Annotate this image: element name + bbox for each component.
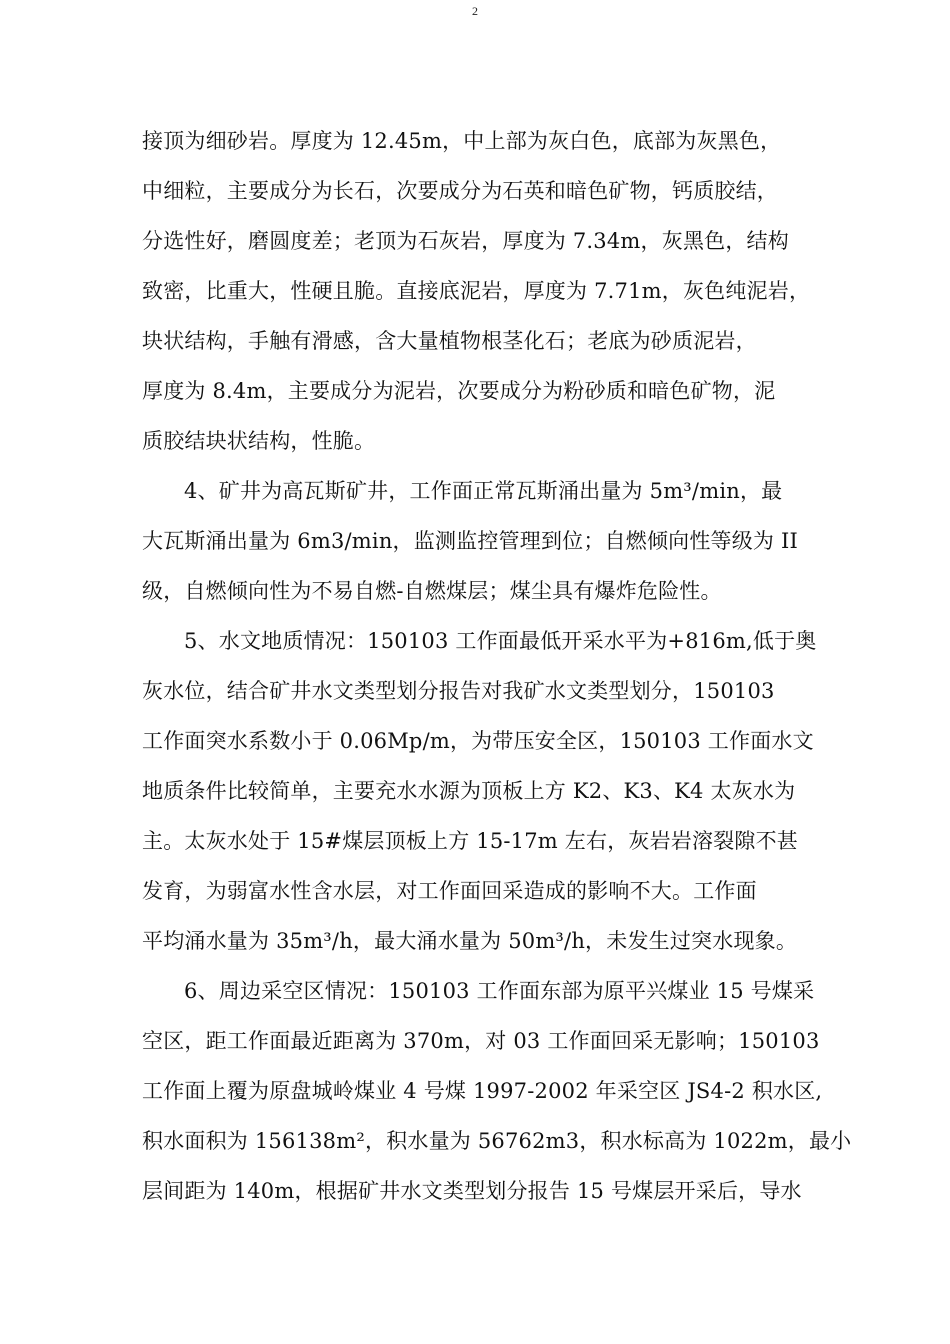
paragraph-start-line: 6、周边采空区情况：150103 工作面东部为原平兴煤业 15 号煤采 — [184, 979, 815, 1003]
text-line: 块状结构，手触有滑感，含大量植物根茎化石；老底为砂质泥岩， — [142, 329, 757, 353]
text-line: 分选性好，磨圆度差；老顶为石灰岩，厚度为 7.34m，灰黑色，结构 — [142, 229, 789, 253]
text-line: 大瓦斯涌出量为 6m3/min，监测监控管理到位；自燃倾向性等级为 II — [142, 529, 799, 553]
text-line: 中细粒，主要成分为长石，次要成分为石英和暗色矿物，钙质胶结， — [142, 179, 778, 203]
text-line: 平均涌水量为 35m³/h，最大涌水量为 50m³/h，未发生过突水现象。 — [142, 929, 798, 953]
text-line: 级，自燃倾向性为不易自燃-自燃煤层；煤尘具有爆炸危险性。 — [142, 579, 722, 603]
paragraph-start-line: 5、水文地质情况：150103 工作面最低开采水平为+816m,低于奥 — [184, 629, 817, 653]
text-line: 地质条件比较简单，主要充水水源为顶板上方 K2、K3、K4 太灰水为 — [142, 779, 796, 803]
page-number: 2 — [472, 4, 478, 18]
text-line: 发育，为弱富水性含水层，对工作面回采造成的影响不大。工作面 — [142, 879, 757, 903]
text-line: 空区，距工作面最近距离为 370m，对 03 工作面回采无影响；150103 — [142, 1029, 820, 1053]
document-body — [142, 116, 852, 1216]
text-line: 层间距为 140m，根据矿井水文类型划分报告 15 号煤层开采后，导水 — [142, 1179, 802, 1203]
text-line: 质胶结块状结构，性脆。 — [142, 429, 376, 453]
text-line: 灰水位，结合矿井水文类型划分报告对我矿水文类型划分，150103 — [142, 679, 775, 703]
text-line: 工作面上覆为原盘城岭煤业 4 号煤 1997-2002 年采空区 JS4-2 积水区, — [142, 1079, 823, 1103]
text-line: 致密，比重大，性硬且脆。直接底泥岩，厚度为 7.71m，灰色纯泥岩， — [142, 279, 811, 303]
text-line: 工作面突水系数小于 0.06Mp/m，为带压安全区，150103 工作面水文 — [142, 729, 814, 753]
text-line: 主。太灰水处于 15#煤层顶板上方 15-17m 左右，灰岩岩溶裂隙不甚 — [142, 829, 798, 853]
text-line: 积水面积为 156138m²，积水量为 56762m3，积水标高为 1022m，最小 — [142, 1129, 852, 1153]
text-line: 厚度为 8.4m，主要成分为泥岩，次要成分为粉砂质和暗色矿物，泥 — [142, 379, 776, 403]
paragraph-start-line: 4、矿井为高瓦斯矿井，工作面正常瓦斯涌出量为 5m³/min，最 — [184, 479, 783, 503]
text-line: 接顶为细砂岩。厚度为 12.45m，中上部为灰白色，底部为灰黑色， — [142, 129, 782, 153]
